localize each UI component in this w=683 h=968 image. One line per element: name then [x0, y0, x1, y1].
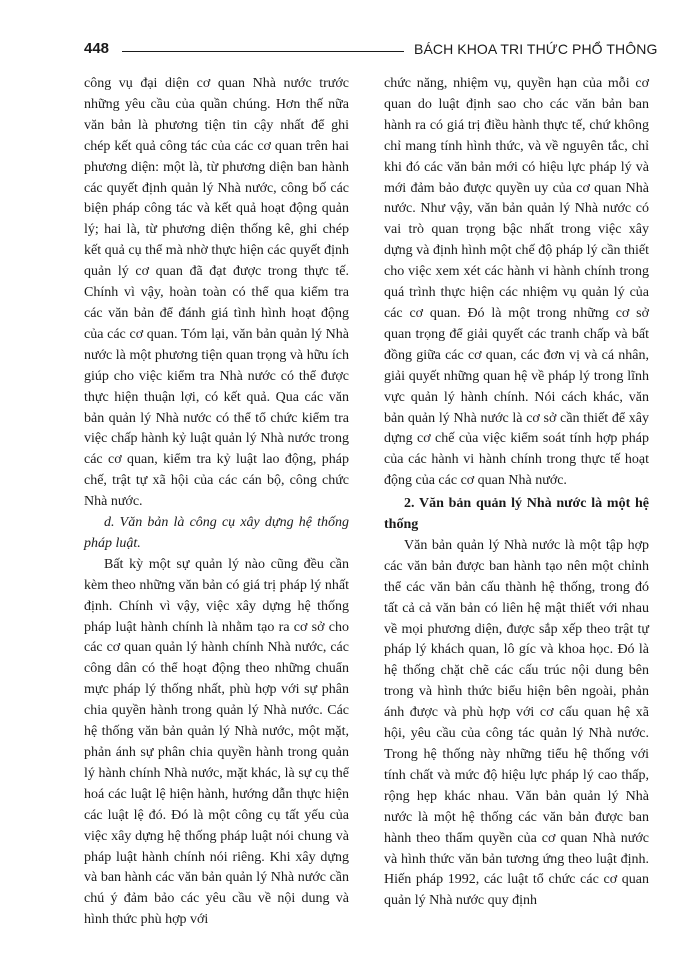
header-rule [122, 51, 404, 52]
left-paragraph-2: Bất kỳ một sự quản lý nào cũng đều cần kèm theo những văn bản có giá trị pháp lý nhất định. Chính vì vậy, việc xây dựng hệ thống pháp luật hành chính là nhằm tạo ra cơ sở cho các cơ quan quản lý hành chính Nhà nước, các công dân có thể hoạt động theo những chuẩn mực pháp lý thống nhất, phù hợp với sự phân chia quyền hành trong quản lý Nhà nước. Các hệ thống văn bản quản lý Nhà nước, một mặt, phản ánh sự phân chia quyền hành trong quản lý hành chính Nhà nước, mặt khác, là sự cụ thể hoá các luật lệ hiện hành, hướng dẫn thực hiện các luật lệ đó. Đó là một công cụ tất yếu của việc xây dựng hệ thống pháp luật nói chung và pháp luật hành chính nói riêng. Khi xây dựng và ban hành các văn bản quản lý Nhà nước cần chú ý đảm bảo các yêu cầu về nội dung và hình thức phù hợp với [84, 556, 349, 928]
right-column [384, 74, 649, 912]
left-column [84, 74, 349, 931]
section-heading-2: 2. Văn bản quản lý Nhà nước là một hệ thống [384, 496, 649, 533]
right-paragraph-2: Văn bản quản lý Nhà nước là một tập hợp các văn bản được ban hành tạo nên một chỉnh thể các văn bản cấu thành hệ thống, trong đó tất cả cả văn bản có liên hệ mật thiết với nhau về mọi phương diện, được sắp xếp theo trật tự pháp lý khách quan, lô gíc và khoa học. Đó là hệ thống chặt chẽ các cấu trúc nội dung bên trong và hình thức biểu hiện bên ngoài, phản ánh được và phù hợp với cơ cấu quan hệ xã hội, yêu cầu của công tác quản lý Nhà nước. Trong hệ thống này những tiểu hệ thống với tính chất và mức độ hiệu lực pháp lý cao thấp, rộng hẹp khác nhau. Văn bản quản lý Nhà nước là một hệ thống các văn bản được ban hành theo thẩm quyền của cơ quan Nhà nước và hình thức văn bản tương ứng theo luật định. Hiến pháp 1992, các luật tổ chức các cơ quan quản lý Nhà nước quy định [384, 537, 649, 909]
subheading-d: d. Văn bản là công cụ xây dựng hệ thống pháp luật. [84, 515, 349, 551]
right-paragraph-continued: chức năng, nhiệm vụ, quyền hạn của mỗi cơ quan do luật định sao cho các văn bản ban hành ra có giá trị điều hành thực tế, chứ không chỉ mang tính hình thức, và về nguyên tắc, chỉ khi đó các văn bản mới có hiệu lực pháp lý và mới đảm bảo được quyền uy của cơ quan Nhà nước. Như vậy, văn bản quản lý Nhà nước có vai trò quan trọng bậc nhất trong việc xây dựng và định hình một chế độ pháp lý cần thiết cho việc xem xét các hành vi hành chính trong quá trình thực hiện các nhiệm vụ quản lý của các cơ quan. Đó là một trong những cơ sở quan trọng để giải quyết các tranh chấp và bất đồng giữa các cơ quan, các đơn vị và cá nhân, giải quyết những quan hệ về pháp lý trong lĩnh vực quản lý hành chính. Nói cách khác, văn bản quản lý Nhà nước là cơ sở cần thiết để xây dựng cơ chế của việc kiểm soát tính hợp pháp của các hành vi hành chính trong thực tế hoạt động của các cơ quan Nhà nước. [384, 76, 649, 489]
left-paragraph-continued: công vụ đại diện cơ quan Nhà nước trước những yêu cầu của quần chúng. Hơn thế nữa văn bản là phương tiện tin cậy nhất để ghi chép kết quả công tác của các cơ quan trên hai phương diện: một là, từ phương diện ban hành các quyết định quản lý Nhà nước, công bố các biện pháp công tác và kết quả hoạt động quản lý; hai là, từ phương diện thống kê, ghi chép kết quả cụ thể mà nhờ thực hiện các quyết định quản lý cơ quan đã đạt được trong thực tế. Chính vì vậy, hoàn toàn có thể qua kiểm tra các văn bản để đánh giá tình hình hoạt động của các cơ quan. Tóm lại, văn bản quản lý Nhà nước là một phương tiện quan trọng và hữu ích giúp cho việc kiểm tra Nhà nước có thể được thực hiện thuận lợi, có kết quả. Qua các văn bản quản lý Nhà nước có thể tổ chức kiểm tra việc chấp hành kỷ luật quản lý Nhà nước trong các cơ quan, kiểm tra kỷ luật lao động, pháp chế, trật tự xã hội của các cán bộ, công chức Nhà nước. [84, 76, 349, 510]
page-number: 448 [84, 40, 110, 57]
running-head: BÁCH KHOA TRI THỨC PHỔ THÔNG [414, 41, 658, 57]
